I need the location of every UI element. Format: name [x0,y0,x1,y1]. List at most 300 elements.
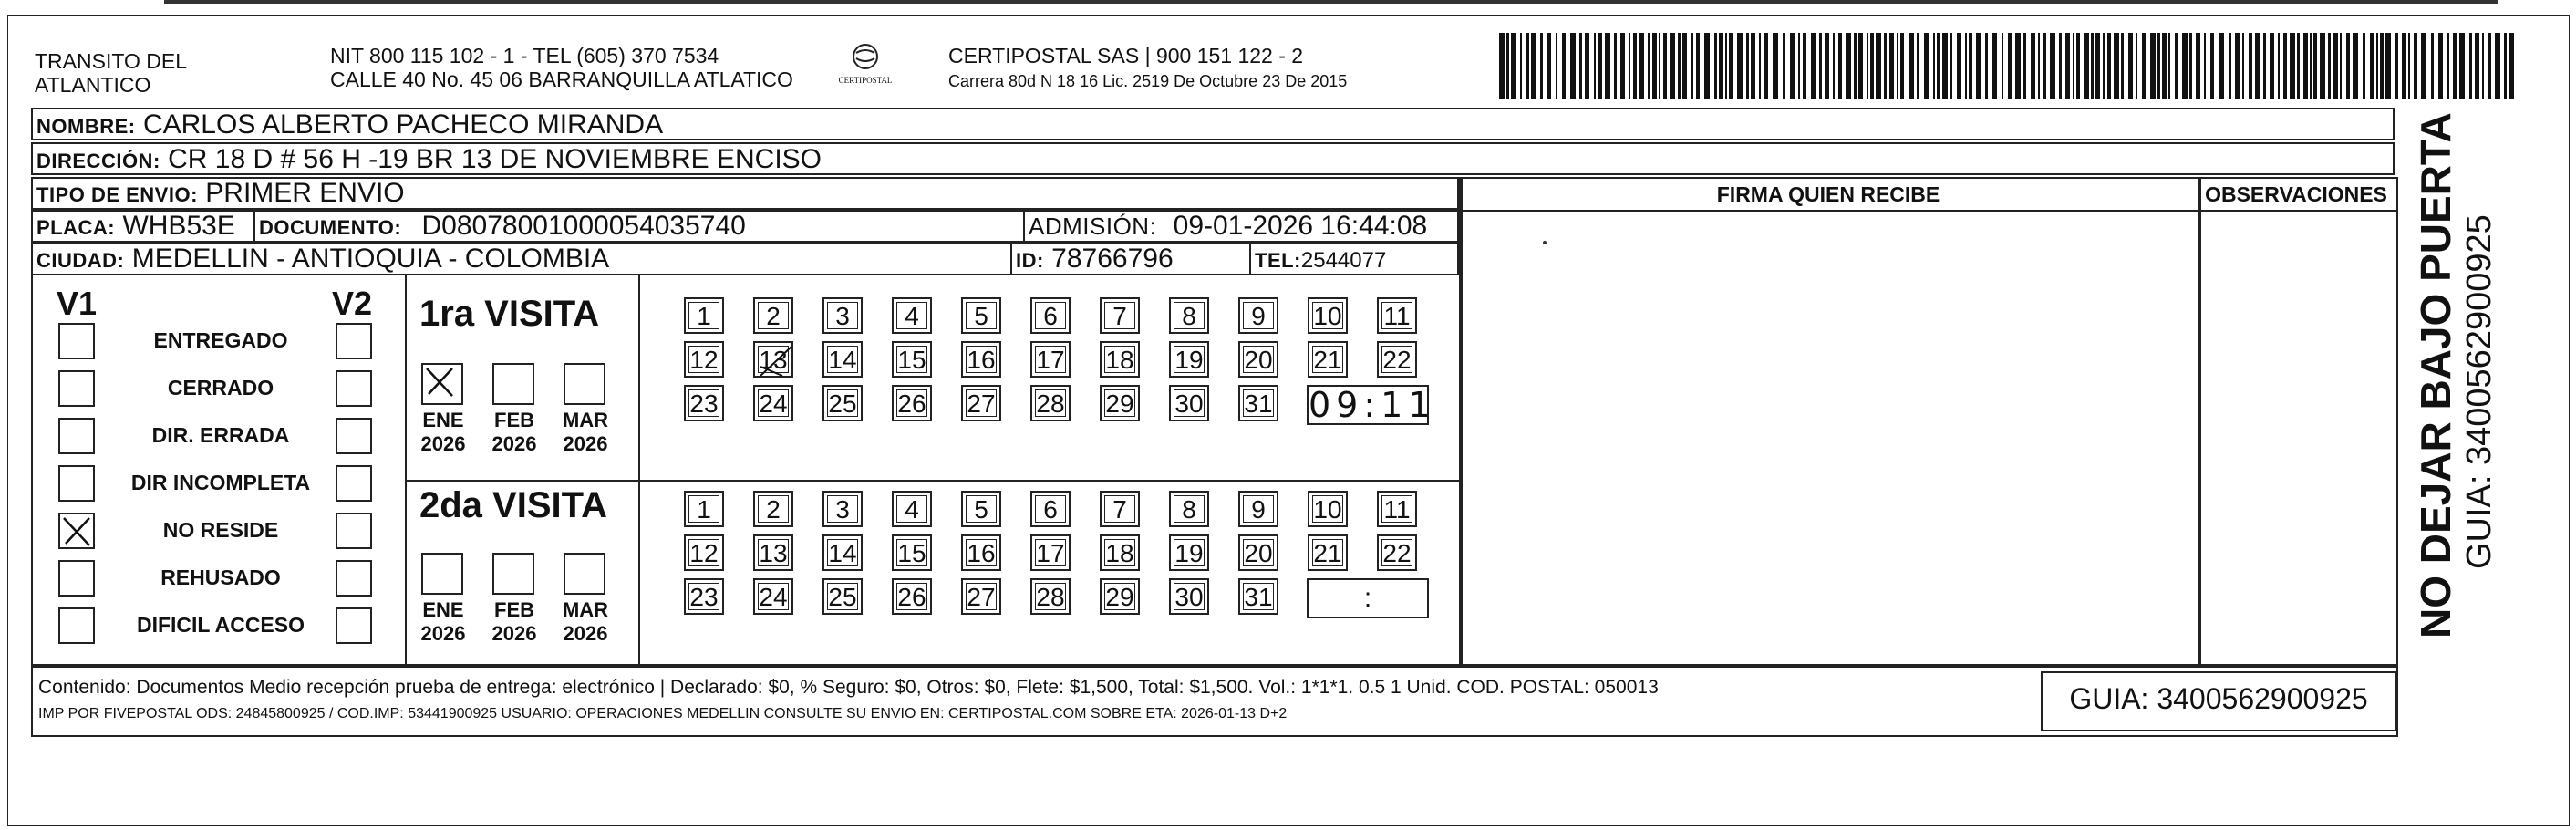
sender-nit: NIT 800 115 102 - 1 - TEL (605) 370 7534 [330,44,719,67]
day-box[interactable] [1169,534,1209,571]
day-number: 28 [1036,389,1065,418]
barcode-bar [1933,33,1935,99]
day-box[interactable] [822,341,863,378]
day-box[interactable] [961,491,1001,527]
day-box[interactable] [1308,534,1348,571]
barcode-bar [1526,33,1529,99]
second-visit-title: 2da VISITA [419,485,607,525]
barcode-bar [1652,33,1657,99]
day-number: 1 [697,495,711,524]
v1-checkbox[interactable] [58,513,95,549]
barcode-bar [2414,33,2417,99]
month-name: FEB [494,598,534,621]
barcode-bar [2495,33,2500,99]
barcode-bar [2328,33,2331,99]
barcode-bar [1759,33,1761,99]
day-number: 30 [1174,389,1204,418]
barcode-bar [2395,33,2398,99]
v1-checkbox[interactable] [58,418,95,454]
month-label [414,598,472,646]
barcode-bar [2142,33,2146,99]
shipping-type: PRIMER ENVIO [205,178,405,208]
barcode-bar [1737,33,1743,99]
month-label [556,409,615,456]
day-box[interactable] [892,297,932,334]
barcode-bar [1924,33,1929,99]
month-checkbox-ene[interactable] [421,553,463,595]
day-number: 11 [1383,495,1411,524]
barcode-bar [2210,33,2214,99]
day-box[interactable] [1377,491,1417,527]
day-box[interactable] [1377,297,1417,334]
month-label [485,598,543,646]
top-edge-line [164,0,2498,4]
month-label [556,598,615,646]
recipient-address: CR 18 D # 56 H -19 BR 13 DE NOVIEMBRE ENCISO [168,144,822,174]
barcode-bar [1556,33,1557,99]
visit-divider [405,480,1459,482]
day-box[interactable] [1100,534,1140,571]
day-box[interactable] [822,534,863,571]
id-label: ID: [1016,249,1044,272]
observations-heading-line [2198,210,2396,212]
barcode-bar [2059,33,2062,99]
courier-details [948,44,1347,91]
day-box[interactable] [892,534,932,571]
barcode-bar [1870,33,1874,99]
admission-value: 09-01-2026 16:44:08 [1173,211,1428,241]
v2-checkbox[interactable] [336,370,372,407]
day-number: 10 [1313,495,1342,524]
barcode-bar [2031,33,2035,99]
barcode-bar [2363,33,2365,99]
admission-label: ADMISIÓN: [1029,213,1157,240]
address-label: DIRECCIÓN: [36,150,160,172]
barcode-bar [1562,33,1566,99]
day-box[interactable] [1308,491,1348,527]
document-value: D08078001000054035740 [421,211,746,241]
v1-checkbox[interactable] [58,323,95,359]
address-row [31,142,2395,175]
barcode-bar [1884,33,1887,99]
barcode-bar [2150,33,2156,99]
barcode-bar [1663,33,1667,99]
barcode-bar [1957,33,1961,99]
day-number: 31 [1244,389,1273,418]
day-number: 5 [974,302,988,330]
day-number: 3 [835,495,850,524]
month-year: 2026 [563,432,608,455]
v2-checkbox[interactable] [336,513,372,549]
month-checkbox-feb[interactable] [492,553,534,595]
barcode-bar [1867,33,1868,99]
status-option-label: DIR. ERRADA [151,423,290,447]
day-number: 24 [759,389,788,418]
day-box[interactable] [1238,578,1278,615]
day-number: 2 [766,302,781,330]
day-number: 29 [1105,389,1134,418]
day-number: 18 [1105,539,1134,567]
day-box[interactable] [1169,491,1209,527]
day-box[interactable] [753,491,793,527]
day-number: 22 [1382,539,1412,567]
visit-time: 09:11 [1309,385,1436,425]
signature-heading: FIRMA QUIEN RECIBE [1716,182,1940,206]
barcode-bar [2107,33,2111,99]
day-number: 9 [1251,302,1266,330]
day-number: 6 [1043,302,1058,330]
barcode-bar [1605,33,1610,99]
day-box[interactable] [1169,297,1209,334]
day-number: 21 [1313,539,1342,567]
day-number: 7 [1112,495,1127,524]
day-box[interactable] [1238,385,1278,421]
barcode-bar [1678,33,1681,99]
plate-cell [31,210,255,243]
day-box[interactable] [1238,297,1278,334]
month-name: ENE [422,409,464,431]
barcode-bar [2340,33,2342,99]
barcode-bar [2015,33,2021,99]
status-option-label: REHUSADO [160,565,281,589]
day-number: 27 [967,389,996,418]
day-box[interactable] [822,491,863,527]
day-box[interactable] [961,385,1001,421]
day-number: 9 [1251,495,1266,524]
v2-checkbox[interactable] [336,607,372,644]
barcode-bar [1764,33,1768,99]
day-box[interactable] [961,578,1001,615]
barcode-bar [2073,33,2074,99]
day-box[interactable] [1100,385,1140,421]
barcode-bar [2084,33,2089,99]
day-box[interactable] [1308,341,1348,378]
barcode-bar [1714,33,1717,99]
barcode-bar [1691,33,1693,99]
day-box[interactable] [684,385,724,421]
barcode-bar [1942,33,1948,99]
barcode-bar [1719,33,1723,99]
x-mark-icon [60,514,93,547]
day-box[interactable] [1238,341,1278,378]
signature-heading-line [1459,210,2199,212]
barcode-bar [2189,33,2192,99]
city-value: MEDELLIN - ANTIOQUIA - COLOMBIA [131,244,610,274]
certipostal-logo [832,42,899,99]
day-box[interactable] [822,578,863,615]
day-box[interactable] [1169,385,1209,421]
day-box[interactable] [753,341,793,378]
visit-time-box[interactable] [1307,578,1429,618]
barcode-bar [1585,33,1589,99]
barcode-bar [2313,33,2317,99]
month-year: 2026 [491,622,537,645]
barcode-bar [1499,33,1505,99]
month-label [414,409,472,456]
barcode-bar [2376,33,2378,99]
status-option-label: DIR INCOMPLETA [130,471,311,494]
barcode-bar [2504,33,2507,99]
barcode-bar [2162,33,2167,99]
barcode-bar [1579,33,1582,99]
v1-checkbox[interactable] [58,560,95,597]
barcode-bar [2204,33,2206,99]
day-box[interactable] [961,341,1001,378]
month-name: ENE [422,598,464,621]
courier-nit: CERTIPOSTAL SAS | 900 151 122 - 2 [948,44,1304,67]
v1-checkbox[interactable] [58,465,95,502]
plate-value: WHB53E [122,211,235,241]
day-number: 14 [828,346,857,374]
shipping-type-row [31,177,1459,210]
barcode-bar [1520,33,1522,99]
barcode-bar [2385,33,2391,99]
day-number: 27 [967,583,996,611]
day-number: 30 [1174,583,1204,611]
day-box[interactable] [892,341,932,378]
barcode-bar [1682,33,1687,99]
barcode-bar [1798,33,1800,99]
barcode-bar [2453,33,2457,99]
month-checkbox-mar[interactable] [564,553,605,595]
contents-line: Contenido: Documentos Medio recepción prueba de entrega: electrónico | Declarado: $0, % Seguro: $0, Otros: $0, Flete: $1,500, Total: $1,500. Vol.: 1*1*1. 0.5 1 Unid. COD. POSTAL: 050013 [38,677,1659,698]
month-name: MAR [562,409,609,431]
day-box[interactable] [1030,297,1071,334]
day-number: 28 [1036,583,1065,611]
observations-column [2198,177,2398,668]
barcode-bar [2408,33,2410,99]
barcode-bar [2283,33,2287,99]
day-box[interactable] [822,385,863,421]
day-box[interactable] [1238,534,1278,571]
barcode-bar [2469,33,2472,99]
day-number: 6 [1043,495,1058,524]
day-box[interactable] [1169,341,1209,378]
day-number: 1 [697,302,711,330]
day-box[interactable] [892,578,932,615]
month-checkbox-feb[interactable] [492,363,534,405]
day-box[interactable] [753,578,793,615]
check-mark-icon [755,343,795,379]
barcode-bar [1950,33,1952,99]
name-label: NOMBRE: [36,115,136,138]
document-label: DOCUMENTO: [259,216,402,239]
day-box[interactable] [1030,385,1071,421]
barcode-bar [1917,33,1919,99]
barcode-bar [1531,33,1536,99]
barcode-bar [2038,33,2040,99]
barcode-bar [2219,33,2224,99]
barcode-bar [2509,33,2514,99]
ink-dot [1543,241,1547,244]
v1-checkbox[interactable] [58,370,95,407]
v2-checkbox[interactable] [336,323,372,359]
day-number: 26 [897,583,926,611]
day-box[interactable] [684,491,724,527]
day-box[interactable] [1238,491,1278,527]
v2-checkbox[interactable] [336,560,372,597]
v1-checkbox[interactable] [58,607,95,644]
barcode-bar [2333,33,2338,99]
visit-column-divider [638,275,640,664]
barcode-bar [2438,33,2443,99]
barcode-bar [1729,33,1733,99]
barcode [1499,33,2519,99]
day-number: 8 [1182,495,1196,524]
admission-cell [1023,210,1459,243]
month-name: MAR [562,598,609,621]
day-box[interactable] [1308,297,1348,334]
barcode-bar [2353,33,2358,99]
barcode-bar [1570,33,1576,99]
barcode-bar [2076,33,2080,99]
day-box[interactable] [961,297,1001,334]
day-number: 14 [828,539,857,567]
barcode-bar [1811,33,1816,99]
barcode-bar [2320,33,2325,99]
barcode-bar [2196,33,2200,99]
month-year: 2026 [491,432,537,455]
day-number: 18 [1105,346,1134,374]
barcode-bar [2290,33,2295,99]
v2-checkbox[interactable] [336,465,372,502]
day-box[interactable] [684,578,724,615]
day-number: 29 [1105,583,1134,611]
day-box[interactable] [1100,341,1140,378]
barcode-bar [2050,33,2055,99]
barcode-bar [2235,33,2240,99]
month-checkbox-ene[interactable] [421,363,463,405]
courier-license: Carrera 80d N 18 16 Lic. 2519 De Octubre 23 De 2015 [948,72,1348,90]
day-number: 21 [1313,346,1342,374]
shipping-label: TIPO DE ENVIO: [36,183,198,206]
city-cell [31,243,1012,275]
barcode-bar [1858,33,1863,99]
id-cell [1010,243,1251,275]
day-box[interactable] [1030,534,1071,571]
x-mark-icon [423,365,456,398]
day-box[interactable] [1377,534,1417,571]
barcode-bar [1854,33,1857,99]
day-number: 4 [905,302,919,330]
day-box[interactable] [892,385,932,421]
barcode-bar [2128,33,2133,99]
barcode-bar [2136,33,2137,99]
barcode-bar [1746,33,1749,99]
day-box[interactable] [1169,578,1209,615]
day-number: 17 [1036,539,1065,567]
barcode-bar [1633,33,1637,99]
day-box[interactable] [1100,297,1140,334]
barcode-bar [2421,33,2426,99]
barcode-bar [1648,33,1650,99]
observations-heading: OBSERVACIONES [2205,182,2387,206]
barcode-bar [1598,33,1602,99]
barcode-bar [1937,33,1940,99]
barcode-bar [1833,33,1835,99]
barcode-bar [1819,33,1822,99]
visit-time: : [1363,583,1372,613]
month-year: 2026 [563,622,608,645]
day-number: 16 [967,539,996,567]
day-number: 26 [897,389,926,418]
barcode-bar [1614,33,1617,99]
day-number: 25 [828,389,857,418]
day-number: 25 [828,583,857,611]
barcode-bar [1900,33,1904,99]
v2-checkbox[interactable] [336,418,372,454]
day-box[interactable] [961,534,1001,571]
barcode-bar [1540,33,1543,99]
month-checkbox-mar[interactable] [564,363,605,405]
day-number: 17 [1036,346,1065,374]
barcode-bar [2402,33,2406,99]
status-option-label: NO RESIDE [162,518,279,542]
visit-time-box[interactable] [1307,385,1436,425]
day-number: 10 [1313,302,1342,330]
barcode-bar [1846,33,1851,99]
day-box[interactable] [1100,578,1140,615]
day-box[interactable] [753,297,793,334]
barcode-bar [2346,33,2350,99]
name-row [31,108,2395,140]
barcode-bar [1773,33,1778,99]
barcode-bar [2168,33,2170,99]
document-cell [253,210,1025,243]
barcode-bar [1876,33,1881,99]
barcode-bar [2370,33,2374,99]
barcode-bar [1670,33,1675,99]
barcode-bar [1965,33,1967,99]
barcode-bar [1985,33,1988,99]
barcode-bar [1506,33,1509,99]
barcode-bar [2447,33,2449,99]
day-number: 13 [759,539,788,567]
barcode-bar [2242,33,2244,99]
day-box[interactable] [1030,341,1071,378]
day-box[interactable] [1377,341,1417,378]
day-box[interactable] [684,297,724,334]
barcode-bar [1825,33,1829,99]
barcode-bar [1659,33,1660,99]
day-box[interactable] [1030,491,1071,527]
barcode-bar [1547,33,1551,99]
v1-heading: V1 [57,285,98,322]
plate-label: PLACA: [36,216,116,239]
day-box[interactable] [1030,578,1071,615]
day-box[interactable] [684,341,724,378]
barcode-bar [2249,33,2252,99]
city-label: CIUDAD: [36,249,125,272]
day-number: 16 [967,346,996,374]
barcode-bar [1620,33,1625,99]
barcode-bar [1783,33,1785,99]
day-box[interactable] [753,534,793,571]
day-box[interactable] [822,297,863,334]
day-number: 20 [1244,346,1273,374]
recipient-name: CARLOS ALBERTO PACHECO MIRANDA [142,109,664,140]
day-box[interactable] [892,491,932,527]
day-box[interactable] [753,385,793,421]
barcode-bar [2121,33,2124,99]
day-number: 19 [1174,539,1204,567]
sender-details [330,44,793,91]
day-box[interactable] [684,534,724,571]
barcode-bar [2270,33,2274,99]
day-number: 13 [759,346,788,374]
day-box[interactable] [1100,491,1140,527]
barcode-bar [2475,33,2479,99]
